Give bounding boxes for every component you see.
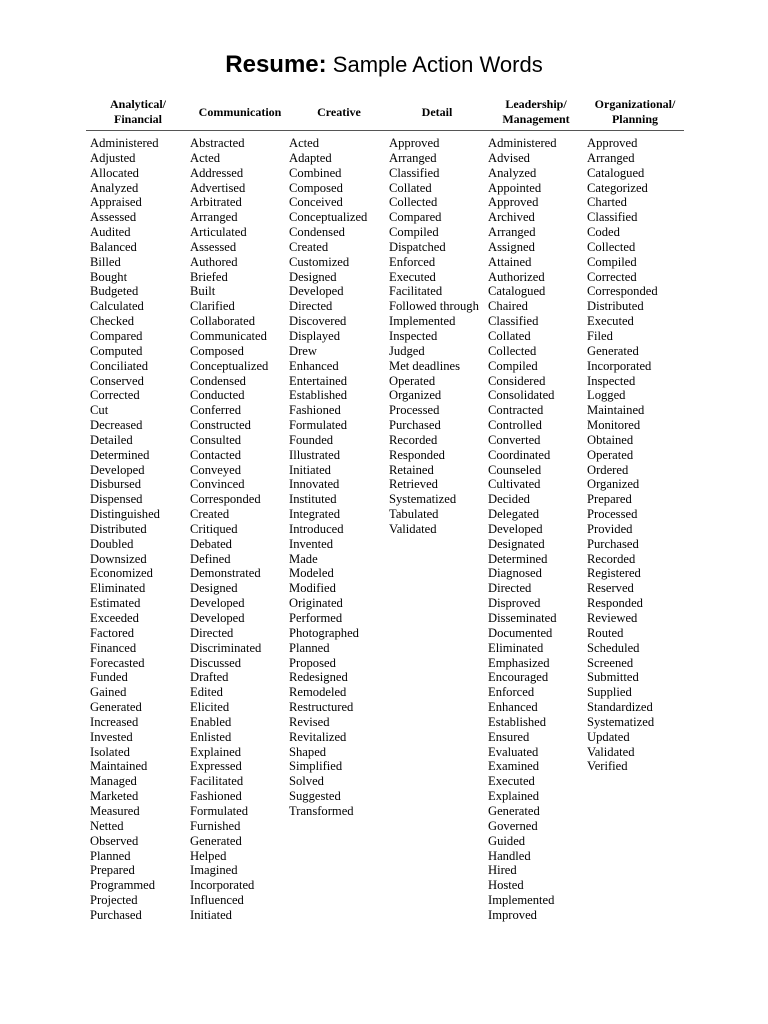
word-item: Converted [488,432,541,447]
word-item: Gained [90,685,127,700]
word-item: Created [190,507,230,522]
word-item: Contracted [488,403,544,418]
word-item: Addressed [190,165,244,180]
word-item: Examined [488,759,540,774]
word-item: Responded [587,596,643,611]
word-item: Allocated [90,165,139,180]
word-item: Conducted [190,388,245,403]
word-item: Formulated [289,418,348,433]
word-item: Validated [389,521,437,536]
word-item: Determined [90,447,150,462]
word-item: Advised [488,150,530,165]
word-item: Planned [289,640,330,655]
word-item: Distributed [587,299,644,314]
word-item: Documented [488,625,553,640]
word-item: Classified [488,314,539,329]
word-item: Formulated [190,803,249,818]
word-item: Proposed [289,655,336,670]
word-item: Scheduled [587,640,640,655]
word-item: Initiated [190,907,232,922]
word-item: Originated [289,596,343,611]
word-item: Managed [90,774,137,789]
word-item: Photographed [289,625,359,640]
word-item: Generated [488,803,540,818]
word-item: Balanced [90,239,137,254]
word-item: Incorporated [190,878,255,893]
word-item: Operated [587,447,634,462]
word-item: Facilitated [389,284,443,299]
word-item: Remodeled [289,685,347,700]
word-item: Checked [90,314,135,329]
column-communication [190,136,268,923]
word-item: Consolidated [488,388,555,403]
column-headers [86,96,684,131]
word-item: Analyzed [90,180,139,195]
word-item: Hired [488,863,517,878]
word-item: Handled [488,848,531,863]
word-item: Evaluated [488,744,539,759]
word-item: Reviewed [587,611,638,625]
word-item: Helped [190,848,227,863]
word-item: Delegated [488,507,540,522]
word-item: Verified [587,759,628,774]
word-item: Adapted [289,150,332,165]
word-item: Coordinated [488,447,551,462]
word-item: Coded [587,225,620,240]
word-item: Detailed [90,432,133,447]
header-leadership-management: Leadership/ Management [502,97,570,126]
header-organizational-planning: Organizational/ Planning [594,97,676,126]
title-bold: Resume: [225,51,327,78]
word-item: Authored [190,254,238,269]
word-item: Arranged [488,225,536,240]
word-item: Screened [587,655,634,670]
word-item: Founded [289,432,334,447]
word-item: Entertained [289,373,348,388]
word-item: Discussed [190,655,242,670]
word-item: Performed [289,611,343,625]
word-item: Collaborated [190,314,256,329]
word-item: Estimated [90,596,141,611]
word-item: Enhanced [488,700,538,715]
word-item: Generated [190,833,242,848]
word-item: Judged [389,343,425,358]
word-item: Guided [488,833,526,848]
word-item: Planned [90,848,131,863]
word-item: Suggested [289,789,341,804]
word-item: Attained [488,254,532,269]
word-item: Corresponded [190,492,261,507]
word-item: Disproved [488,596,541,611]
word-item: Cut [90,403,109,418]
word-item: Innovated [289,477,340,492]
word-item: Bought [90,269,128,284]
word-item: Classified [389,165,440,180]
word-item: Contacted [190,447,242,462]
word-item: Processed [587,507,638,522]
word-item: Defined [190,551,231,566]
word-item: Assessed [190,239,237,254]
word-item: Invented [289,536,334,551]
word-item: Initiated [289,462,331,477]
word-item: Enabled [190,714,232,729]
word-item: Implemented [488,893,555,908]
word-item: Acted [190,150,221,165]
word-item: Administered [488,136,557,150]
word-item: Tabulated [389,507,439,522]
word-item: Reserved [587,581,634,596]
word-item: Corresponded [587,284,658,299]
word-item: Consulted [190,432,242,447]
word-item: Catalogued [587,165,645,180]
word-item: Administered [90,136,159,150]
word-item: Generated [90,700,142,715]
word-item: Counseled [488,462,542,477]
word-item: Composed [289,180,343,195]
word-item: Developed [90,462,145,477]
word-item: Advertised [190,180,246,195]
word-item: Abstracted [190,136,245,150]
word-item: Factored [90,625,135,640]
word-item: Charted [587,195,627,210]
word-item: Explained [488,789,540,804]
word-item: Conciliated [90,358,149,373]
word-item: Briefed [190,269,228,284]
word-item: Generated [587,343,639,358]
word-item: Constructed [190,418,251,433]
word-item: Enlisted [190,729,232,744]
word-item: Ordered [587,462,629,477]
word-item: Maintained [90,759,148,774]
word-item: Facilitated [190,774,244,789]
word-item: Budgeted [90,284,139,299]
word-item: Systematized [389,492,457,507]
word-item: Shaped [289,744,327,759]
word-item: Classified [587,210,638,225]
word-item: Computed [90,343,143,358]
word-item: Compared [389,210,442,225]
column-detail [389,136,479,537]
word-item: Developed [190,611,245,625]
word-item: Decided [488,492,530,507]
word-item: Compiled [587,254,637,269]
word-item: Eliminated [90,581,146,596]
word-item: Recorded [587,551,636,566]
word-item: Elicited [190,700,230,715]
word-item: Monitored [587,418,641,433]
word-item: Designated [488,536,545,551]
word-item: Directed [289,299,333,314]
word-item: Redesigned [289,670,348,685]
word-item: Revitalized [289,729,347,744]
word-item: Submitted [587,670,639,685]
word-item: Developed [190,596,245,611]
word-item: Retained [389,462,434,477]
word-item: Processed [389,403,440,418]
word-item: Funded [90,670,128,685]
word-item: Approved [488,195,539,210]
word-item: Solved [289,774,324,789]
word-item: Adjusted [90,150,136,165]
word-item: Implemented [389,314,456,329]
word-item: Modeled [289,566,334,581]
word-item: Inspected [389,328,438,343]
word-item: Economized [90,566,153,581]
word-item: Displayed [289,328,341,343]
word-item: Filed [587,328,613,343]
word-item: Prepared [90,863,135,878]
word-item: Established [289,388,348,403]
word-item: Purchased [90,907,142,922]
word-item: Developed [289,284,344,299]
word-item: Furnished [190,818,241,833]
word-item: Distinguished [90,507,160,522]
word-item: Considered [488,373,546,388]
word-item: Developed [488,521,543,536]
word-item: Updated [587,729,630,744]
word-item: Governed [488,818,538,833]
word-item: Enforced [488,685,535,700]
word-item: Billed [90,254,121,269]
word-item: Enforced [389,254,436,269]
word-item: Categorized [587,180,648,195]
word-item: Illustrated [289,447,341,462]
word-item: Logged [587,388,626,403]
word-item: Instituted [289,492,337,507]
word-item: Analyzed [488,165,537,180]
word-item: Imagined [190,863,238,878]
word-item: Arranged [190,210,238,225]
word-item: Conceived [289,195,343,210]
word-item: Explained [190,744,242,759]
word-item: Clarified [190,299,235,314]
word-item: Compared [90,328,143,343]
word-item: Emphasized [488,655,550,670]
word-item: Ensured [488,729,530,744]
word-item: Introduced [289,521,344,536]
word-item: Downsized [90,551,147,566]
word-item: Diagnosed [488,566,542,581]
word-item: Forecasted [90,655,145,670]
word-item: Expressed [190,759,242,774]
word-item: Disseminated [488,611,557,625]
word-item: Transformed [289,803,354,818]
word-item: Executed [587,314,634,329]
word-item: Maintained [587,403,645,418]
header-creative: Creative [317,104,361,119]
word-item: Observed [90,833,139,848]
word-item: Routed [587,625,624,640]
word-item: Provided [587,521,633,536]
column-creative [289,136,367,819]
word-item: Eliminated [488,640,544,655]
word-item: Corrected [90,388,140,403]
word-item: Arbitrated [190,195,242,210]
word-item: Corrected [587,269,637,284]
word-item: Registered [587,566,641,581]
word-item: Invested [90,729,133,744]
word-item: Modified [289,581,336,596]
word-item: Executed [389,269,436,284]
word-item: Articulated [190,225,247,240]
word-item: Collected [389,195,438,210]
word-item: Revised [289,714,330,729]
word-item: Exceeded [90,611,139,625]
header-analytical-financial: Analytical/ Financial [110,97,166,126]
word-item: Communicated [190,328,267,343]
word-item: Dispatched [389,239,446,254]
word-item: Discriminated [190,640,262,655]
word-item: Designed [289,269,337,284]
word-item: Responded [389,447,445,462]
column-analytical-financial [90,136,160,923]
word-item: Compiled [389,225,439,240]
column-organizational-planning [587,136,658,774]
word-item: Appraised [90,195,142,210]
word-item: Customized [289,254,350,269]
word-item: Conceptualized [289,210,368,225]
word-item: Designed [190,581,238,596]
word-item: Conserved [90,373,144,388]
word-item: Debated [190,536,232,551]
word-item: Inspected [587,373,636,388]
word-item: Authorized [488,269,545,284]
word-item: Simplified [289,759,343,774]
word-item: Established [488,714,547,729]
word-item: Influenced [190,893,244,908]
word-item: Arranged [587,150,635,165]
word-item: Systematized [587,714,655,729]
word-item: Collected [587,239,636,254]
word-item: Critiqued [190,521,238,536]
word-item: Demonstrated [190,566,261,581]
word-item: Restructured [289,700,354,715]
word-item: Programmed [90,878,156,893]
word-item: Isolated [90,744,130,759]
word-item: Collected [488,343,537,358]
word-item: Purchased [587,536,639,551]
word-item: Organized [587,477,640,492]
word-item: Condensed [190,373,246,388]
word-item: Marketed [90,789,139,804]
word-item: Drafted [190,670,229,685]
word-item: Retrieved [389,477,438,492]
word-item: Prepared [587,492,632,507]
word-item: Fashioned [190,789,242,804]
word-item: Composed [190,343,244,358]
word-item: Appointed [488,180,542,195]
column-leadership-management [488,136,557,923]
header-communication: Communication [198,104,282,119]
word-item: Archived [488,210,535,225]
word-item: Enhanced [289,358,339,373]
word-item: Calculated [90,299,144,314]
word-item: Catalogued [488,284,546,299]
word-item: Distributed [90,521,147,536]
word-item: Operated [389,373,436,388]
word-item: Directed [488,581,532,596]
word-item: Acted [289,136,320,150]
word-item: Collated [389,180,432,195]
word-item: Organized [389,388,442,403]
word-item: Cultivated [488,477,541,492]
word-item: Arranged [389,150,437,165]
word-item: Assessed [90,210,137,225]
word-item: Fashioned [289,403,341,418]
word-item: Executed [488,774,535,789]
page-title [0,50,768,80]
word-item: Incorporated [587,358,652,373]
word-item: Created [289,239,329,254]
word-item: Met deadlines [389,358,460,373]
word-item: Encouraged [488,670,549,685]
word-item: Compiled [488,358,538,373]
word-item: Controlled [488,418,542,433]
word-item: Conceptualized [190,358,269,373]
word-item: Recorded [389,432,438,447]
word-item: Chaired [488,299,528,314]
word-item: Disbursed [90,477,142,492]
word-item: Increased [90,714,139,729]
word-item: Decreased [90,418,143,433]
word-item: Followed through [389,299,479,314]
word-item: Purchased [389,418,441,433]
word-item: Measured [90,803,140,818]
word-item: Assigned [488,239,535,254]
word-item: Built [190,284,216,299]
word-item: Convinced [190,477,245,492]
word-item: Obtained [587,432,634,447]
word-item: Validated [587,744,635,759]
header-detail: Detail [421,104,453,119]
word-item: Projected [90,893,138,908]
word-item: Made [289,551,318,566]
word-item: Combined [289,165,342,180]
word-item: Edited [190,685,223,700]
word-item: Conveyed [190,462,242,477]
word-item: Condensed [289,225,345,240]
word-item: Financed [90,640,137,655]
word-item: Audited [90,225,131,240]
word-item: Approved [587,136,638,150]
word-item: Approved [389,136,440,150]
word-item: Standardized [587,700,653,715]
word-item: Drew [289,343,317,358]
word-item: Supplied [587,685,632,700]
word-item: Conferred [190,403,242,418]
word-item: Hosted [488,878,524,893]
word-item: Improved [488,907,537,922]
word-item: Collated [488,328,531,343]
word-item: Integrated [289,507,341,522]
word-item: Dispensed [90,492,143,507]
title-rest: Sample Action Words [332,52,543,77]
word-item: Netted [90,818,124,833]
word-item: Directed [190,625,234,640]
word-item: Determined [488,551,548,566]
word-item: Discovered [289,314,347,329]
word-item: Doubled [90,536,134,551]
